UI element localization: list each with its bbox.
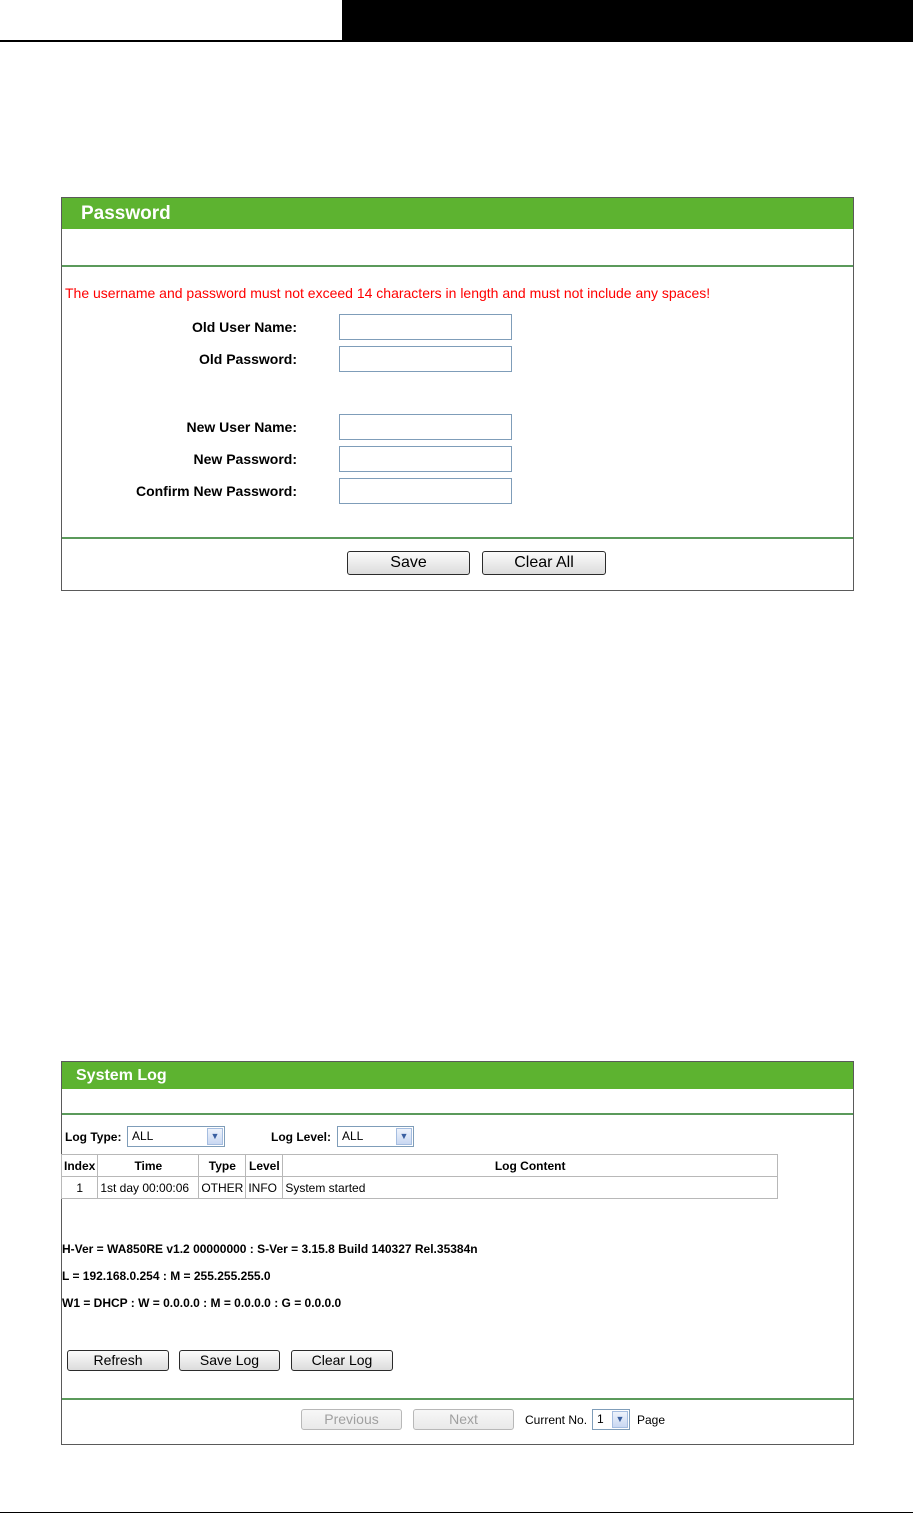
top-rule [0, 40, 342, 42]
divider [62, 265, 853, 267]
old-user-name-label: Old User Name: [191, 319, 297, 335]
password-title: Password [62, 198, 853, 229]
table-header-row [62, 1155, 778, 1177]
chevron-down-icon: ▼ [207, 1128, 223, 1145]
table-row [62, 1177, 778, 1199]
password-warning: The username and password must not exceed 14 characters in length and must not include any spaces! [65, 285, 711, 301]
cell-index: 1 [62, 1177, 98, 1199]
column-header-time: Time [98, 1155, 199, 1177]
confirm-new-password-label: Confirm New Password: [135, 483, 297, 499]
cell-level: INFO [246, 1177, 283, 1199]
log-type-select[interactable] [127, 1126, 225, 1147]
log-type-label: Log Type: [65, 1130, 122, 1144]
cell-type: OTHER [199, 1177, 246, 1199]
password-panel [61, 197, 854, 591]
new-password-label: New Password: [193, 451, 297, 467]
old-password-label: Old Password: [198, 351, 297, 367]
old-password-input[interactable] [339, 346, 512, 372]
log-level-label: Log Level: [271, 1130, 332, 1144]
column-header-log-content: Log Content [283, 1155, 778, 1177]
divider [62, 537, 853, 539]
lan-info: L = 192.168.0.254 : M = 255.255.255.0 [62, 1269, 271, 1283]
top-header-bar [342, 0, 913, 42]
save-button[interactable]: Save [347, 551, 470, 575]
system-log-title: System Log [62, 1062, 853, 1089]
chevron-down-icon: ▼ [396, 1128, 412, 1145]
previous-button[interactable]: Previous [301, 1409, 402, 1430]
page-label: Page [637, 1413, 666, 1427]
divider [62, 1398, 853, 1400]
current-no-label: Current No. [525, 1413, 588, 1427]
system-log-panel [61, 1061, 854, 1445]
log-level-value: ALL [342, 1129, 364, 1143]
column-header-type: Type [199, 1155, 246, 1177]
wan-info: W1 = DHCP : W = 0.0.0.0 : M = 0.0.0.0 : G = 0.0.0.0 [62, 1296, 342, 1310]
next-button[interactable]: Next [413, 1409, 514, 1430]
new-user-name-input[interactable] [339, 414, 512, 440]
clear-log-button[interactable]: Clear Log [291, 1350, 393, 1371]
save-log-button[interactable]: Save Log [179, 1350, 280, 1371]
hardware-software-version: H-Ver = WA850RE v1.2 00000000 : S-Ver = 3.15.8 Build 140327 Rel.35384n [62, 1242, 478, 1256]
cell-log-content: System started [283, 1177, 778, 1199]
log-level-select[interactable] [337, 1126, 414, 1147]
bottom-rule [0, 1512, 913, 1513]
clear-all-button[interactable]: Clear All [482, 551, 606, 575]
current-page-value: 1 [597, 1412, 604, 1426]
divider [62, 1113, 853, 1115]
column-header-level: Level [246, 1155, 283, 1177]
cell-time: 1st day 00:00:06 [98, 1177, 199, 1199]
log-table [61, 1154, 778, 1199]
new-password-input[interactable] [339, 446, 512, 472]
chevron-down-icon: ▼ [612, 1411, 628, 1428]
current-page-select[interactable] [592, 1409, 630, 1430]
log-type-value: ALL [132, 1129, 154, 1143]
refresh-button[interactable]: Refresh [67, 1350, 169, 1371]
new-user-name-label: New User Name: [186, 419, 297, 435]
confirm-new-password-input[interactable] [339, 478, 512, 504]
old-user-name-input[interactable] [339, 314, 512, 340]
column-header-index: Index [62, 1155, 98, 1177]
